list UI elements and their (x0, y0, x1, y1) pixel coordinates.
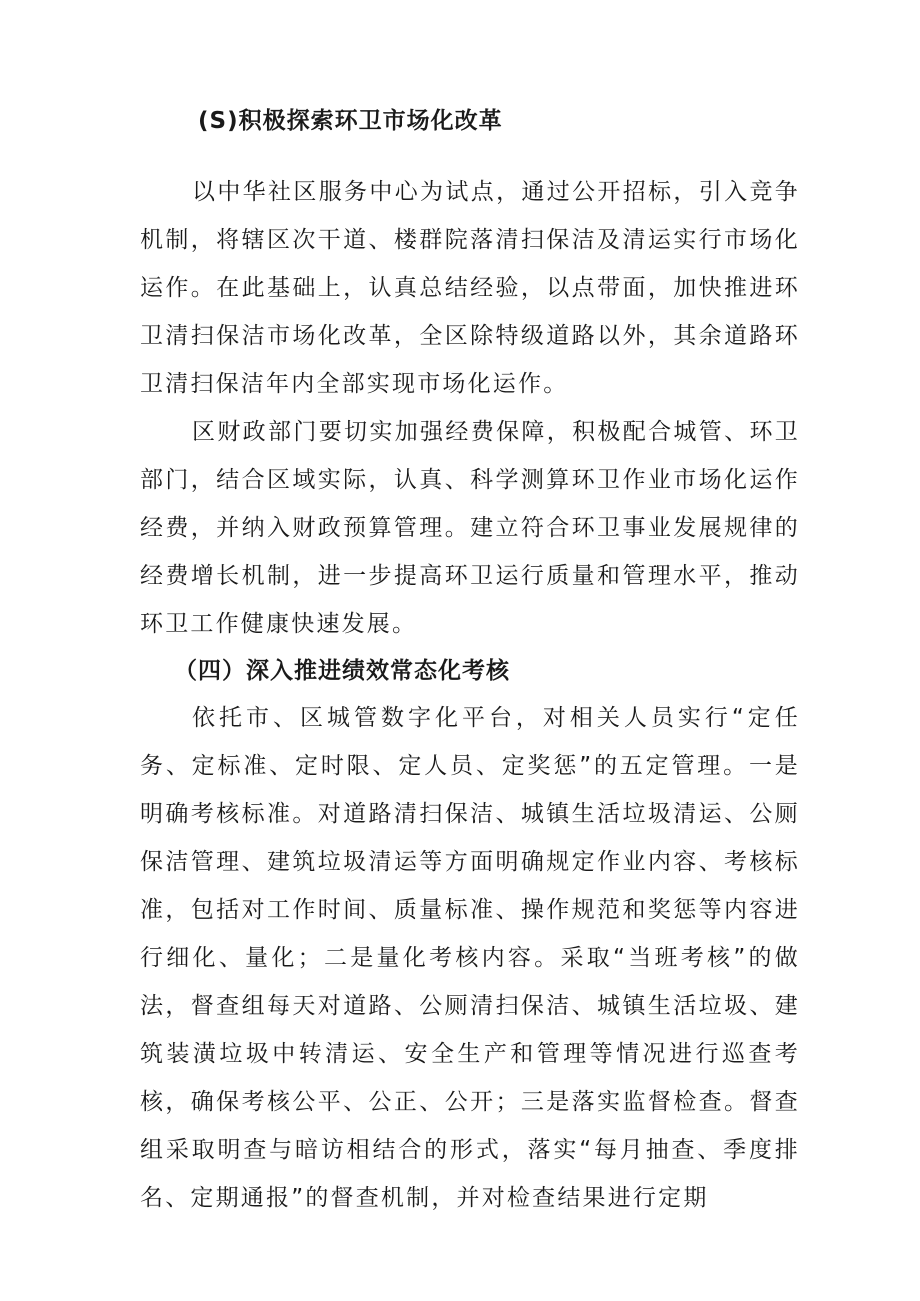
section-heading-market-reform: (S)积极探索环卫市场化改革 (198, 108, 503, 134)
section-heading-performance-assessment: （四）深入推进绩效常态化考核 (174, 658, 510, 684)
paragraph-assessment-details: 依托市、区城管数字化平台，对相关人员实行“定任务、定标准、定时限、定人员、定奖惩”的五定管理。一是明确考核标准。对道路清扫保洁、城镇生活垃圾清运、公厕保洁管理、建筑垃圾清运等方面明确规定作业内容、考核标准，包括对工作时间、质量标准、操作规范和奖惩等内容进行细化、量化；二是量化考核内容。采取“当班考核”的做法，督查组每天对道路、公厕清扫保洁、城镇生活垃圾、建筑装潢垃圾中转清运、安全生产和管理等情况进行巡查考核，确保考核公平、公正、公开；三是落实监督检查。督查组采取明查与暗访相结合的形式，落实“每月抽查、季度排名、定期通报”的督查机制，并对检查结果进行定期 (140, 705, 800, 1211)
paragraph-pilot-marketization: 以中华社区服务中心为试点，通过公开招标，引入竞争机制，将辖区次干道、楼群院落清扫保洁及清运实行市场化运作。在此基础上，认真总结经验，以点带面，加快推进环卫清扫保洁市场化改革，全区除特级道路以外，其余道路环卫清扫保洁年内全部实现市场化运作。 (140, 179, 800, 397)
paragraph-finance-guarantee: 区财政部门要切实加强经费保障，积极配合城管、环卫部门，结合区域实际，认真、科学测算环卫作业市场化运作经费，并纳入财政预算管理。建立符合环卫事业发展规律的经费增长机制，进一步提高环卫运行质量和管理水平，推动环卫工作健康快速发展。 (140, 419, 800, 637)
document-page (140, 98, 800, 1222)
